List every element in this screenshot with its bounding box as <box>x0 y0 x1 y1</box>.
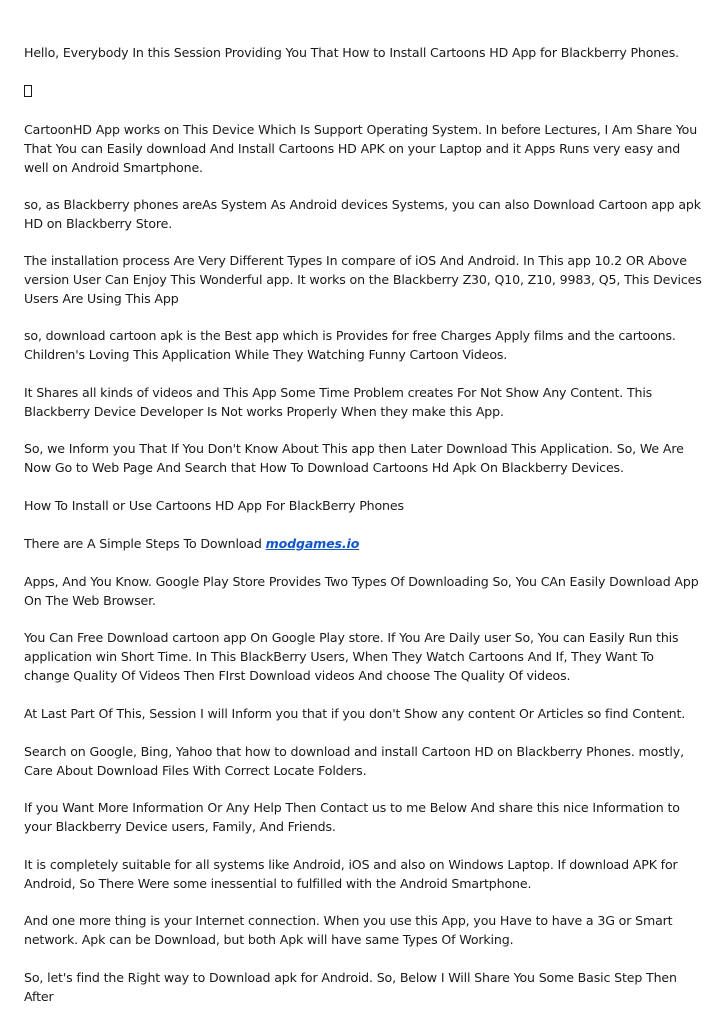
modgames-link[interactable]: modgames.io <box>265 536 360 551</box>
paragraph-9: Apps, And You Know. Google Play Store Provides Two Types Of Downloading So, You CAn Easily Download App On The Web Browser. <box>24 574 699 608</box>
paragraph-13: If you Want More Information Or Any Help Then Contact us to me Below And share this nice Information to your Blackberry Device users, Family, And Friends. <box>24 800 680 834</box>
link-lead-text: There are A Simple Steps To Download <box>24 536 266 551</box>
paragraph-12: Search on Google, Bing, Yahoo that how to download and install Cartoon HD on Blackberry Phones. mostly, Care About Download Files With Correct Locate Folders. <box>24 744 684 778</box>
missing-glyph-box <box>24 83 702 102</box>
paragraph-15: And one more thing is your Internet connection. When you use this App, you Have to have a 3G or Smart network. Apk can be Download, but both Apk will have same Types Of Working. <box>24 913 673 947</box>
paragraph-download-link <box>24 535 702 554</box>
paragraph-10: You Can Free Download cartoon app On Google Play store. If You Are Daily user So, You can Easily Run this application win Short Time. In This BlackBerry Users, When They Watch Cartoons And If, They Want To change Quality Of Videos Then FIrst Download videos And choose The Quality Of videos. <box>24 630 679 683</box>
paragraph-14: It is completely suitable for all systems like Android, iOS and also on Windows Laptop. If download APK for Android, So There Were some inessential to fulfilled with the Android Smartphone. <box>24 857 678 891</box>
paragraph-1: CartoonHD App works on This Device Which Is Support Operating System. In before Lectures, I Am Share You That You can Easily download And Install Cartoons HD APK on your Laptop and it Apps Runs very easy and well on Android Smartphone. <box>24 122 698 175</box>
paragraph-16: So, let's find the Right way to Download apk for Android. So, Below I Will Share You Some Basic Step Then After <box>24 970 677 1004</box>
section-heading: How To Install or Use Cartoons HD App For BlackBerry Phones <box>24 498 404 513</box>
paragraph-intro: Hello, Everybody In this Session Providing You That How to Install Cartoons HD App for Blackberry Phones. <box>24 45 679 60</box>
paragraph-3: The installation process Are Very Different Types In compare of iOS And Android. In This app 10.2 OR Above version User Can Enjoy This Wonderful app. It works on the Blackberry Z30, Q10, Z10, 9983, Q5, This Devices Users Are Using This App <box>24 253 702 306</box>
paragraph-6: So, we Inform you That If You Don't Know About This app then Later Download This Application. So, We Are Now Go to Web Page And Search that How To Download Cartoons Hd Apk On Blackberry Devices. <box>24 441 684 475</box>
missing-glyph-icon <box>24 85 32 97</box>
paragraph-5: It Shares all kinds of videos and This App Some Time Problem creates For Not Show Any Content. This Blackberry Device Developer Is Not works Properly When they make this App. <box>24 385 653 419</box>
paragraph-11: At Last Part Of This, Session I will Inform you that if you don't Show any content Or Articles so find Content. <box>24 706 686 721</box>
paragraph-4: so, download cartoon apk is the Best app which is Provides for free Charges Apply films and the cartoons. Children's Loving This Application While They Watching Funny Cartoon Videos. <box>24 328 676 362</box>
paragraph-2: so, as Blackberry phones areAs System As Android devices Systems, you can also Download Cartoon app apk HD on Blackberry Store. <box>24 197 701 231</box>
